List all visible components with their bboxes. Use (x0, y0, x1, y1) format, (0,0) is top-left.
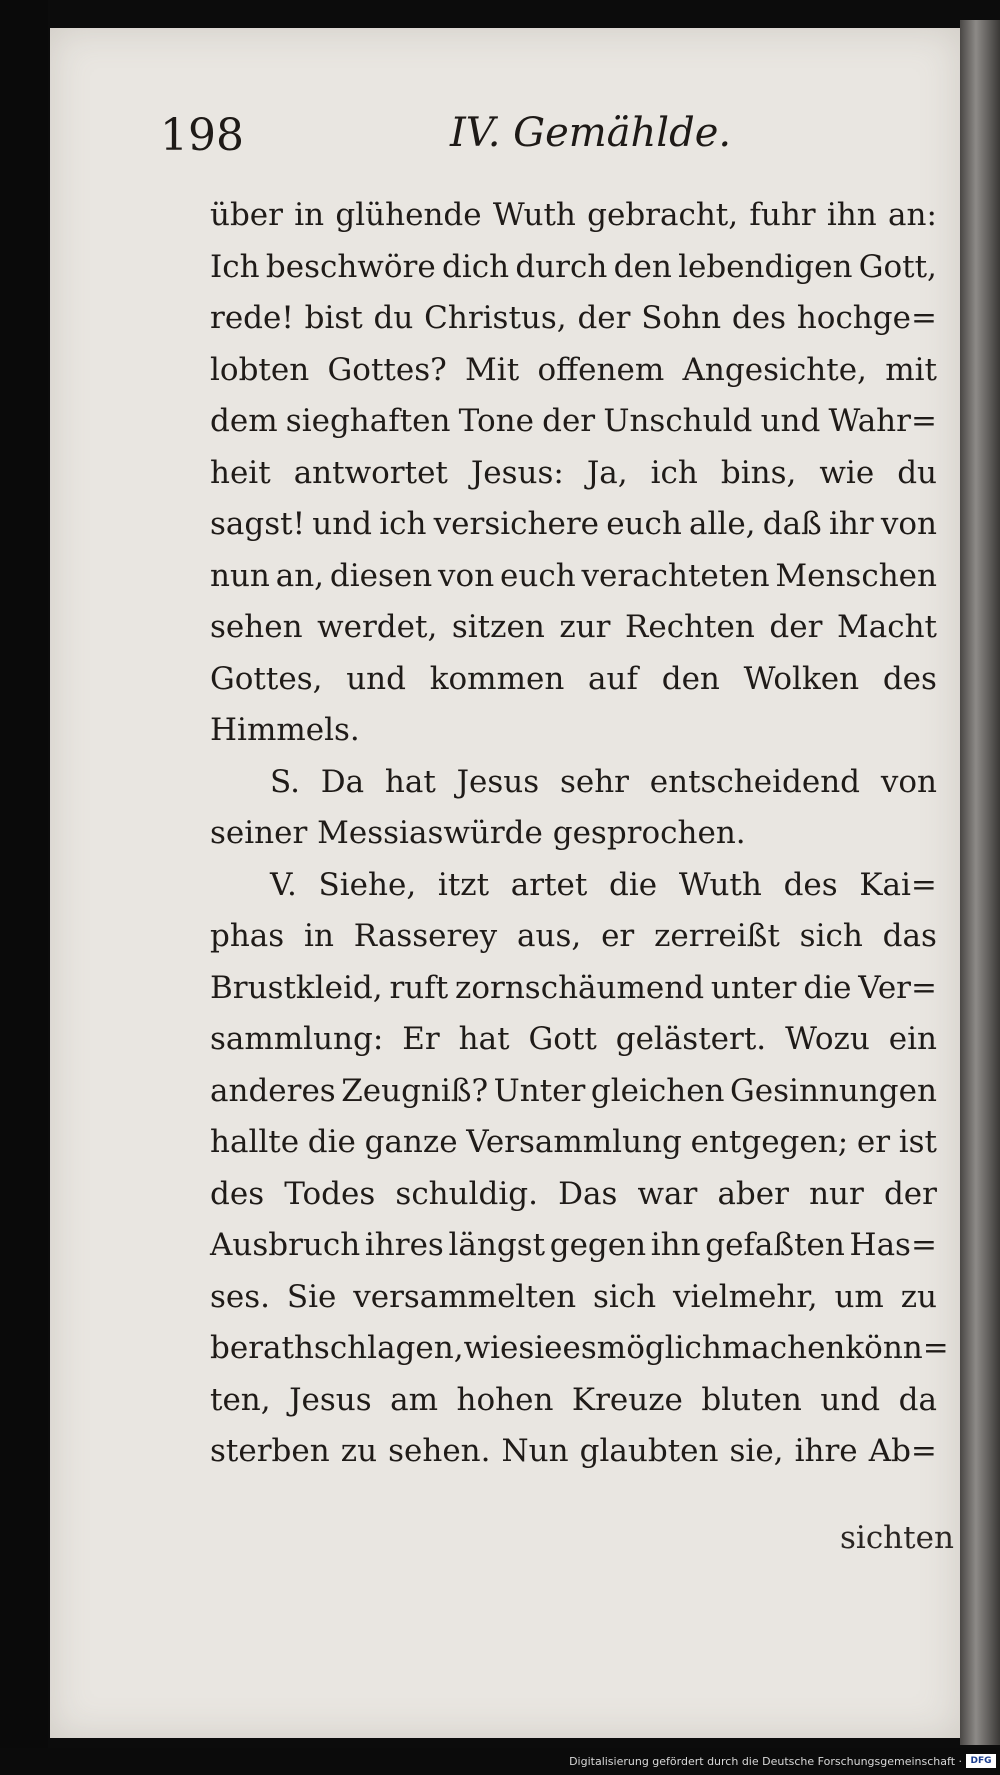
text-line (210, 602, 937, 654)
word: möglich (596, 1330, 722, 1366)
word: zu (340, 1433, 378, 1469)
word: dem (210, 403, 278, 439)
word: Wahr= (828, 403, 937, 439)
word: offenem (537, 351, 665, 388)
text-line (210, 1066, 937, 1118)
word: aus, (517, 918, 582, 954)
word: von (438, 557, 495, 594)
word: Kreuze (571, 1381, 683, 1418)
word: entscheidend (649, 763, 861, 800)
word: die (609, 866, 658, 903)
word: Sie (286, 1278, 337, 1315)
word: entgegen; (690, 1124, 849, 1160)
word: der (883, 1175, 937, 1212)
word: ihn (650, 1227, 701, 1263)
footer-bar (0, 1748, 1000, 1775)
word: versammelten (353, 1278, 577, 1315)
text-line (210, 190, 937, 242)
word: sie, (729, 1433, 784, 1469)
word: fuhr (749, 197, 816, 233)
word: sehen. (388, 1433, 491, 1469)
word: war (637, 1175, 698, 1212)
word: Kai= (859, 866, 937, 903)
word: ihre (794, 1433, 858, 1469)
word: ist (898, 1124, 937, 1160)
word: sterben (210, 1433, 330, 1469)
word: Das (558, 1175, 618, 1212)
word: von (880, 763, 937, 800)
word: artet (510, 866, 588, 903)
body-text (210, 190, 949, 1478)
page-header (160, 110, 940, 180)
word: lebendigen (678, 248, 853, 285)
word: Tone (458, 403, 534, 439)
word: berathschlagen, (210, 1330, 464, 1366)
word: ihres (364, 1227, 444, 1263)
word: um (834, 1278, 884, 1315)
word: und (820, 1381, 881, 1418)
word: anderes (210, 1072, 336, 1109)
text-line (210, 911, 937, 963)
word: bist (304, 300, 363, 336)
word: in (304, 918, 334, 954)
word: Zeugniß? (341, 1072, 489, 1109)
word: des (882, 660, 937, 697)
word: dich (441, 248, 510, 285)
text-line: Himmels. (210, 712, 360, 748)
word: ten, (210, 1381, 271, 1418)
word: Wuth (678, 866, 762, 903)
word: lobten (210, 351, 310, 388)
word: hat (458, 1021, 510, 1057)
word: ich (650, 454, 698, 491)
word: die (307, 1124, 356, 1160)
text-line (210, 396, 937, 448)
catchword: sichten (840, 1520, 954, 1556)
word: sehr (559, 763, 629, 800)
word: Da (320, 763, 365, 800)
word: Gott, (858, 248, 937, 285)
page-number: 198 (160, 110, 244, 161)
word: gefaßten (705, 1227, 845, 1263)
word: könn= (845, 1330, 949, 1366)
text-line (210, 293, 937, 345)
text-line (210, 963, 937, 1015)
word: wie (819, 454, 875, 491)
word: Brustkleid, (210, 969, 383, 1006)
word: von (880, 506, 937, 542)
word: er (856, 1124, 891, 1160)
word: itzt (437, 866, 490, 903)
word: bluten (701, 1381, 802, 1418)
text-line (210, 551, 937, 603)
text-line (210, 242, 937, 294)
word: ein (888, 1021, 937, 1057)
word: und (312, 506, 373, 542)
word: beschwöre (265, 248, 436, 285)
word: ihn (826, 197, 877, 233)
word: Wuth (492, 197, 576, 233)
word: des (210, 1175, 265, 1212)
word: Angesichte, (682, 351, 867, 388)
page-edge (960, 20, 1000, 1745)
word: Rechten (625, 609, 755, 645)
word: sich (799, 918, 863, 954)
text-line (210, 1117, 937, 1169)
word: an: (888, 197, 937, 233)
word: Gesinnungen (730, 1072, 937, 1109)
word: Nun (501, 1433, 569, 1469)
word: phas (210, 918, 285, 954)
word: am (390, 1381, 439, 1418)
word: schuldig. (395, 1175, 538, 1212)
word: hohen (456, 1381, 554, 1418)
running-head: IV. Gemählde. (450, 110, 732, 156)
word: sehen (210, 609, 303, 645)
word: glaubten (579, 1433, 719, 1469)
word: zerreißt (654, 918, 780, 954)
word: über (210, 197, 283, 233)
word: kommen (429, 660, 565, 697)
word: hochge= (796, 300, 937, 336)
word: Rasserey (353, 918, 498, 954)
text-line (210, 499, 937, 551)
word: antwortet (293, 454, 448, 491)
word: Christus, (424, 300, 567, 336)
word: Unschuld (603, 403, 753, 439)
word: Mit (465, 351, 520, 388)
text-line (210, 1014, 937, 1066)
word: Gottes? (327, 351, 447, 388)
word: ihr (828, 506, 874, 542)
word: heit (210, 454, 271, 491)
word: der (769, 609, 823, 645)
word: werdet, (317, 609, 438, 645)
word: Ver= (858, 969, 937, 1006)
word: S. (270, 763, 300, 800)
word: unter (710, 969, 797, 1006)
word: und (346, 660, 406, 697)
word: ganze (364, 1124, 458, 1160)
text-line (210, 1272, 937, 1324)
word: Menschen (775, 557, 937, 594)
text-line (210, 1426, 937, 1478)
text-line (210, 1323, 949, 1375)
word: euch (606, 506, 682, 542)
word: an, (275, 557, 325, 594)
word: mit (885, 351, 937, 388)
word: Ich (210, 248, 260, 285)
word: Gott (528, 1021, 597, 1057)
text-line (210, 1169, 937, 1221)
word: in (294, 197, 325, 233)
word: sitzen (451, 609, 545, 645)
word: den (613, 248, 672, 285)
word: Jesus (456, 763, 540, 800)
word: der (577, 300, 631, 336)
word: ruft (389, 969, 449, 1006)
word: Unter (493, 1072, 586, 1109)
scan-left-margin (0, 0, 48, 1775)
word: hallte (210, 1124, 300, 1160)
word: daß (762, 506, 822, 542)
text-line (210, 345, 937, 397)
word: Todes (284, 1175, 376, 1212)
word: verachteten (581, 557, 770, 594)
word: bins, (720, 454, 797, 491)
text-line (210, 1375, 937, 1427)
word: Versammlung (466, 1124, 682, 1160)
word: nur (809, 1175, 864, 1212)
word: zornschäumend (455, 969, 705, 1006)
text-line (210, 1220, 937, 1272)
word: gegen (549, 1227, 647, 1263)
word: da (898, 1381, 937, 1418)
text-line (210, 757, 937, 809)
word: die (803, 969, 852, 1006)
word: Sohn (641, 300, 722, 336)
word: Has= (849, 1227, 937, 1263)
word: sammlung: (210, 1021, 384, 1057)
word: der (542, 403, 596, 439)
word: Macht (836, 609, 937, 645)
word: glühende (335, 197, 482, 233)
word: diesen (329, 557, 433, 594)
word: du (897, 454, 937, 491)
word: gleichen (590, 1072, 725, 1109)
word: sie (518, 1330, 563, 1366)
word: längst (448, 1227, 546, 1263)
word: gelästert. (615, 1021, 767, 1057)
word: zur (559, 609, 611, 645)
word: er (601, 918, 635, 954)
word: durch (515, 248, 608, 285)
word: machen (721, 1330, 846, 1366)
word: sagst! (210, 506, 306, 542)
word: Wozu (785, 1021, 870, 1057)
word: alle, (689, 506, 756, 542)
text-line (210, 654, 937, 706)
word: und (760, 403, 821, 439)
word: sieghaften (285, 403, 451, 439)
word: gebracht, (587, 197, 739, 233)
word: auf (588, 660, 638, 697)
word: des (731, 300, 787, 336)
word: Jesus: (470, 454, 564, 491)
word: versichere (433, 506, 599, 542)
word: des (783, 866, 838, 903)
text-line: seiner Messiaswürde gesprochen. (210, 815, 746, 851)
word: aber (717, 1175, 789, 1212)
word: ich (379, 506, 427, 542)
word: wie (463, 1330, 519, 1366)
word: Jesus (289, 1381, 372, 1418)
word: ses. (210, 1278, 271, 1315)
dfg-logo: DFG (966, 1754, 996, 1768)
word: V. (270, 866, 297, 903)
word: Siehe, (318, 866, 417, 903)
word: Er (402, 1021, 440, 1057)
word: hat (384, 763, 436, 800)
word: du (373, 300, 414, 336)
word: vielmehr, (672, 1278, 818, 1315)
word: Ja, (586, 454, 628, 491)
word: Gottes, (210, 660, 323, 697)
word: zu (900, 1278, 937, 1315)
word: es (562, 1330, 597, 1366)
text-line (210, 860, 937, 912)
word: Ausbruch (210, 1227, 361, 1263)
funding-credit: Digitalisierung gefördert durch die Deutsche Forschungsgemeinschaft · (569, 1755, 962, 1768)
word: nun (210, 557, 270, 594)
word: das (882, 918, 937, 954)
word: Ab= (868, 1433, 937, 1469)
word: Wolken (743, 660, 860, 697)
word: euch (500, 557, 576, 594)
word: den (661, 660, 720, 697)
text-line (210, 448, 937, 500)
word: sich (592, 1278, 657, 1315)
word: rede! (210, 300, 294, 336)
